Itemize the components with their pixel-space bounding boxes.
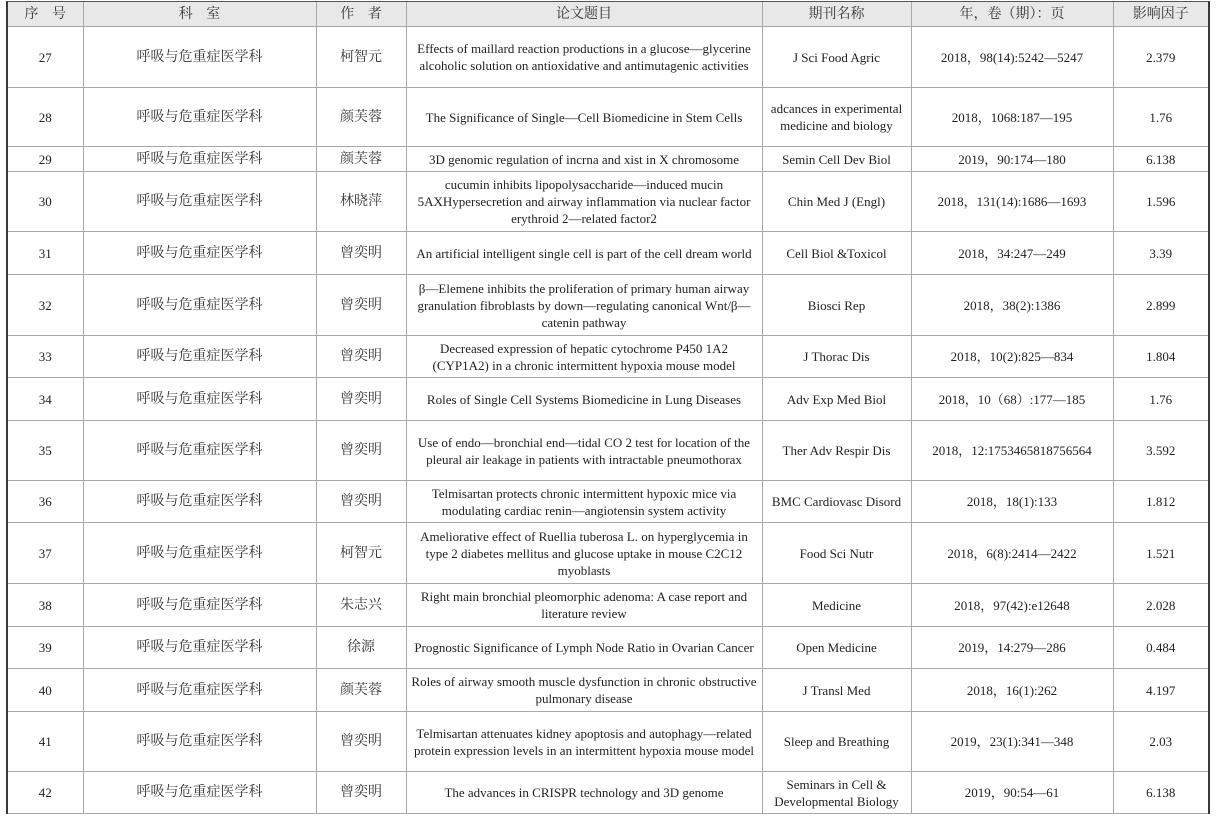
cell-department: 呼吸与危重症医学科 (83, 147, 316, 172)
cell-department: 呼吸与危重症医学科 (83, 336, 316, 378)
cell-year-volume-issue-pages: 2018，10（68）:177—185 (911, 378, 1113, 421)
cell-serial-number: 38 (8, 584, 83, 627)
cell-impact-factor: 2.899 (1113, 275, 1208, 336)
cell-serial-number: 39 (8, 627, 83, 669)
table-row (8, 336, 1208, 378)
cell-author: 曾奕明 (316, 275, 406, 336)
cell-department: 呼吸与危重症医学科 (83, 172, 316, 232)
cell-author: 柯智元 (316, 523, 406, 584)
header-department: 科 室 (83, 2, 316, 27)
papers-table (8, 2, 1208, 814)
cell-paper-title: Telmisartan attenuates kidney apoptosis and autophagy—related protein expression levels in an intermittent hypoxia mouse model (406, 712, 762, 772)
cell-author: 颜芙蓉 (316, 147, 406, 172)
cell-author: 曾奕明 (316, 378, 406, 421)
cell-department: 呼吸与危重症医学科 (83, 584, 316, 627)
cell-author: 曾奕明 (316, 712, 406, 772)
cell-impact-factor: 6.138 (1113, 147, 1208, 172)
cell-serial-number: 33 (8, 336, 83, 378)
cell-department: 呼吸与危重症医学科 (83, 378, 316, 421)
cell-serial-number: 36 (8, 481, 83, 523)
cell-serial-number: 32 (8, 275, 83, 336)
cell-paper-title: Roles of airway smooth muscle dysfunction in chronic obstructive pulmonary disease (406, 669, 762, 712)
table-row (8, 627, 1208, 669)
cell-author: 林晓萍 (316, 172, 406, 232)
cell-department: 呼吸与危重症医学科 (83, 421, 316, 481)
table-row (8, 232, 1208, 275)
cell-author: 曾奕明 (316, 481, 406, 523)
cell-journal-name: Ther Adv Respir Dis (762, 421, 911, 481)
header-impact-factor: 影响因子 (1113, 2, 1208, 27)
cell-journal-name: Cell Biol &Toxicol (762, 232, 911, 275)
cell-department: 呼吸与危重症医学科 (83, 627, 316, 669)
cell-year-volume-issue-pages: 2019，90:174—180 (911, 147, 1113, 172)
cell-journal-name: BMC Cardiovasc Disord (762, 481, 911, 523)
cell-serial-number: 30 (8, 172, 83, 232)
cell-journal-name: Semin Cell Dev Biol (762, 147, 911, 172)
cell-impact-factor: 2.379 (1113, 27, 1208, 88)
cell-author: 柯智元 (316, 27, 406, 88)
table-frame (6, 1, 1210, 814)
cell-paper-title: Prognostic Significance of Lymph Node Ratio in Ovarian Cancer (406, 627, 762, 669)
cell-year-volume-issue-pages: 2018，131(14):1686—1693 (911, 172, 1113, 232)
cell-serial-number: 41 (8, 712, 83, 772)
cell-author: 曾奕明 (316, 421, 406, 481)
cell-impact-factor: 3.39 (1113, 232, 1208, 275)
cell-paper-title: Right main bronchial pleomorphic adenoma: A case report and literature review (406, 584, 762, 627)
cell-paper-title: Roles of Single Cell Systems Biomedicine in Lung Diseases (406, 378, 762, 421)
cell-serial-number: 31 (8, 232, 83, 275)
cell-impact-factor: 1.521 (1113, 523, 1208, 584)
table-row (8, 27, 1208, 88)
cell-paper-title: Decreased expression of hepatic cytochrome P450 1A2 (CYP1A2) in a chronic intermittent hypoxia mouse model (406, 336, 762, 378)
cell-journal-name: Food Sci Nutr (762, 523, 911, 584)
cell-impact-factor: 1.76 (1113, 378, 1208, 421)
cell-impact-factor: 2.03 (1113, 712, 1208, 772)
cell-author: 曾奕明 (316, 772, 406, 814)
cell-impact-factor: 1.76 (1113, 88, 1208, 147)
cell-impact-factor: 0.484 (1113, 627, 1208, 669)
header-paper-title: 论文题目 (406, 2, 762, 27)
cell-year-volume-issue-pages: 2018，10(2):825—834 (911, 336, 1113, 378)
cell-paper-title: Use of endo—bronchial end—tidal CO 2 test for location of the pleural air leakage in patients with intractable pneumothorax (406, 421, 762, 481)
table-body (8, 27, 1208, 814)
table-row (8, 584, 1208, 627)
cell-impact-factor: 1.812 (1113, 481, 1208, 523)
cell-journal-name: Adv Exp Med Biol (762, 378, 911, 421)
cell-year-volume-issue-pages: 2018，1068:187—195 (911, 88, 1113, 147)
cell-paper-title: An artificial intelligent single cell is part of the cell dream world (406, 232, 762, 275)
cell-department: 呼吸与危重症医学科 (83, 523, 316, 584)
cell-author: 徐源 (316, 627, 406, 669)
cell-paper-title: The advances in CRISPR technology and 3D genome (406, 772, 762, 814)
cell-impact-factor: 3.592 (1113, 421, 1208, 481)
cell-paper-title: 3D genomic regulation of incrna and xist in X chromosome (406, 147, 762, 172)
cell-serial-number: 40 (8, 669, 83, 712)
cell-serial-number: 35 (8, 421, 83, 481)
cell-department: 呼吸与危重症医学科 (83, 232, 316, 275)
table-row (8, 275, 1208, 336)
cell-journal-name: Seminars in Cell & Developmental Biology (762, 772, 911, 814)
cell-paper-title: The Significance of Single—Cell Biomedicine in Stem Cells (406, 88, 762, 147)
cell-serial-number: 28 (8, 88, 83, 147)
cell-author: 曾奕明 (316, 232, 406, 275)
cell-impact-factor: 2.028 (1113, 584, 1208, 627)
cell-journal-name: Medicine (762, 584, 911, 627)
cell-author: 颜芙蓉 (316, 669, 406, 712)
header-year-volume-issue-pages: 年，卷（期）：页 (911, 2, 1113, 27)
table-row (8, 378, 1208, 421)
cell-year-volume-issue-pages: 2019，23(1):341—348 (911, 712, 1113, 772)
cell-author: 颜芙蓉 (316, 88, 406, 147)
cell-department: 呼吸与危重症医学科 (83, 88, 316, 147)
cell-year-volume-issue-pages: 2018，6(8):2414—2422 (911, 523, 1113, 584)
cell-year-volume-issue-pages: 2018，98(14):5242—5247 (911, 27, 1113, 88)
cell-year-volume-issue-pages: 2018，18(1):133 (911, 481, 1113, 523)
cell-department: 呼吸与危重症医学科 (83, 712, 316, 772)
header-author: 作 者 (316, 2, 406, 27)
cell-journal-name: J Thorac Dis (762, 336, 911, 378)
cell-serial-number: 42 (8, 772, 83, 814)
header-journal-name: 期刊名称 (762, 2, 911, 27)
cell-paper-title: β—Elemene inhibits the proliferation of primary human airway granulation fibroblasts by down—regulating canonical Wnt/β—catenin pathway (406, 275, 762, 336)
cell-serial-number: 27 (8, 27, 83, 88)
cell-year-volume-issue-pages: 2018，34:247—249 (911, 232, 1113, 275)
cell-department: 呼吸与危重症医学科 (83, 481, 316, 523)
cell-journal-name: Open Medicine (762, 627, 911, 669)
cell-impact-factor: 6.138 (1113, 772, 1208, 814)
table-row (8, 481, 1208, 523)
cell-department: 呼吸与危重症医学科 (83, 27, 316, 88)
cell-impact-factor: 1.804 (1113, 336, 1208, 378)
cell-impact-factor: 1.596 (1113, 172, 1208, 232)
cell-year-volume-issue-pages: 2018，12:1753465818756564 (911, 421, 1113, 481)
cell-impact-factor: 4.197 (1113, 669, 1208, 712)
table-row (8, 88, 1208, 147)
cell-year-volume-issue-pages: 2018，16(1):262 (911, 669, 1113, 712)
cell-year-volume-issue-pages: 2018，38(2):1386 (911, 275, 1113, 336)
table-row (8, 147, 1208, 172)
table-row (8, 669, 1208, 712)
cell-journal-name: J Transl Med (762, 669, 911, 712)
cell-serial-number: 29 (8, 147, 83, 172)
header-serial-number: 序 号 (8, 2, 83, 27)
table-row (8, 712, 1208, 772)
cell-journal-name: Biosci Rep (762, 275, 911, 336)
cell-paper-title: Ameliorative effect of Ruellia tuberosa L. on hyperglycemia in type 2 diabetes mellitus and glucose uptake in mouse C2C12 myoblasts (406, 523, 762, 584)
table-row (8, 172, 1208, 232)
cell-serial-number: 37 (8, 523, 83, 584)
table-row (8, 421, 1208, 481)
cell-department: 呼吸与危重症医学科 (83, 772, 316, 814)
cell-serial-number: 34 (8, 378, 83, 421)
cell-journal-name: Sleep and Breathing (762, 712, 911, 772)
cell-paper-title: cucumin inhibits lipopolysaccharide—induced mucin 5AXHypersecretion and airway inflammation via nuclear factor erythroid 2—related factor2 (406, 172, 762, 232)
cell-year-volume-issue-pages: 2019，14:279—286 (911, 627, 1113, 669)
cell-year-volume-issue-pages: 2018，97(42):e12648 (911, 584, 1113, 627)
cell-year-volume-issue-pages: 2019，90:54—61 (911, 772, 1113, 814)
cell-department: 呼吸与危重症医学科 (83, 275, 316, 336)
cell-author: 曾奕明 (316, 336, 406, 378)
cell-department: 呼吸与危重症医学科 (83, 669, 316, 712)
cell-paper-title: Effects of maillard reaction productions in a glucose—glycerine alcoholic solution on antioxidative and antimutagenic activities (406, 27, 762, 88)
header-row (8, 2, 1208, 27)
cell-journal-name: J Sci Food Agric (762, 27, 911, 88)
table-row (8, 772, 1208, 814)
cell-journal-name: Chin Med J (Engl) (762, 172, 911, 232)
cell-paper-title: Telmisartan protects chronic intermittent hypoxic mice via modulating cardiac renin—angiotensin system activity (406, 481, 762, 523)
table-row (8, 523, 1208, 584)
cell-author: 朱志兴 (316, 584, 406, 627)
cell-journal-name: adcances in experimental medicine and biology (762, 88, 911, 147)
